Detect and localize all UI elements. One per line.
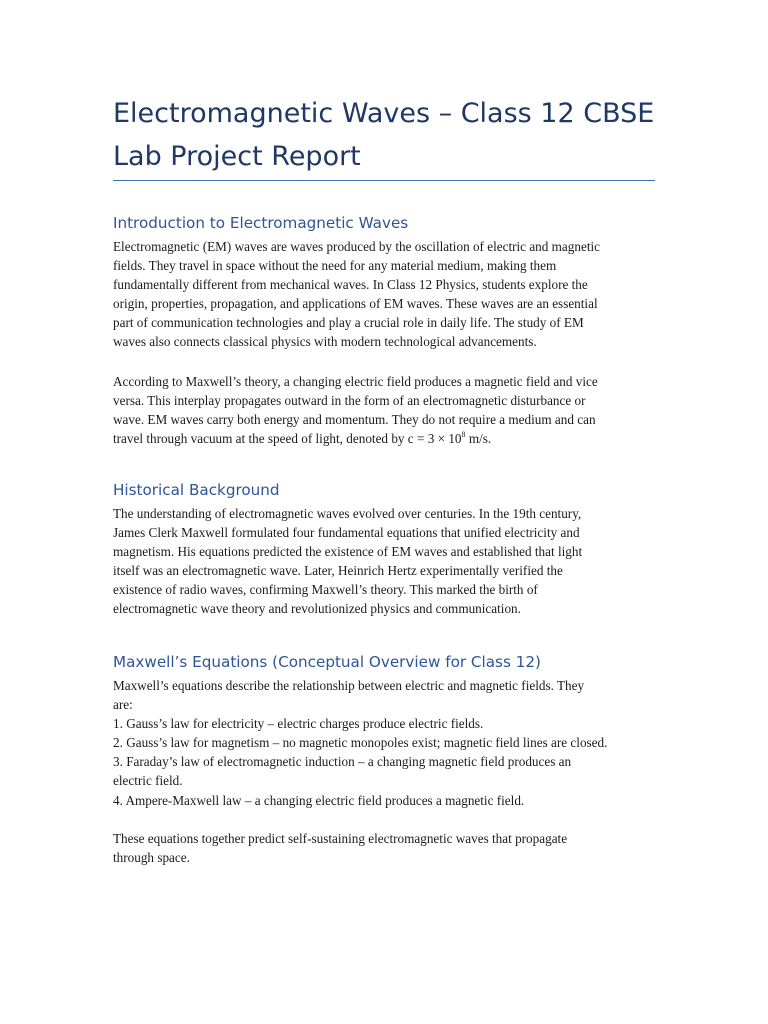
paragraph-historical-background bbox=[113, 504, 658, 619]
text-line: wave. EM waves carry both energy and momentum. They do not require a medium and can bbox=[113, 412, 596, 428]
paragraph-maxwells-equations-1 bbox=[113, 676, 658, 810]
paragraph-introduction-1 bbox=[113, 237, 658, 352]
text-line: waves also connects classical physics with modern technological advancements. bbox=[113, 334, 537, 350]
text-line: through space. bbox=[113, 850, 190, 866]
text-line: magnetism. His equations predicted the existence of EM waves and established that light bbox=[113, 544, 583, 560]
text-line: electromagnetic wave theory and revolutionized physics and communication. bbox=[113, 601, 521, 617]
text-line: Maxwell’s equations describe the relationship between electric and magnetic fields. They bbox=[113, 678, 585, 693]
speed-unit: m/s. bbox=[465, 431, 492, 447]
section-heading-historical-background: Historical Background bbox=[113, 481, 280, 499]
paragraph-maxwells-equations-2 bbox=[113, 829, 658, 867]
list-item-faraday: 3. Faraday’s law of electromagnetic induction – a changing magnetic field produces an bbox=[113, 754, 572, 770]
speed-of-light-line bbox=[113, 429, 658, 448]
text-line: existence of radio waves, confirming Maxwell’s theory. This marked the birth of bbox=[113, 582, 538, 598]
text-line: electric field. bbox=[113, 773, 183, 789]
text-line: itself was an electromagnetic wave. Later, Heinrich Hertz experimentally verified the bbox=[113, 563, 563, 579]
title-underline bbox=[113, 180, 655, 181]
section-heading-maxwells-equations: Maxwell’s Equations (Conceptual Overview for Class 12) bbox=[113, 653, 541, 671]
text-line: fields. They travel in space without the need for any material medium, making them bbox=[113, 258, 557, 274]
text-line: These equations together predict self-sustaining electromagnetic waves that propagate bbox=[113, 831, 568, 846]
text-line: origin, properties, propagation, and applications of EM waves. These waves are an essential bbox=[113, 296, 598, 312]
list-item-ampere-maxwell: 4. Ampere-Maxwell law – a changing electric field produces a magnetic field. bbox=[113, 792, 525, 808]
text-line: According to Maxwell’s theory, a changing electric field produces a magnetic field and vice bbox=[113, 374, 598, 389]
speed-exponent: 8 bbox=[461, 429, 466, 439]
text-line: The understanding of electromagnetic waves evolved over centuries. In the 19th century, bbox=[113, 506, 582, 521]
list-item-gauss-magnetism: 2. Gauss’s law for magnetism – no magnetic monopoles exist; magnetic field lines are closed. bbox=[113, 735, 608, 751]
section-heading-introduction: Introduction to Electromagnetic Waves bbox=[113, 214, 409, 232]
text-line: James Clerk Maxwell formulated four fundamental equations that unified electricity and bbox=[113, 525, 580, 541]
list-item-gauss-electricity: 1. Gauss’s law for electricity – electric charges produce electric fields. bbox=[113, 716, 484, 732]
text-line: are: bbox=[113, 697, 133, 713]
paragraph-introduction-2 bbox=[113, 372, 658, 448]
text-line: Electromagnetic (EM) waves are waves produced by the oscillation of electric and magnetic bbox=[113, 239, 601, 254]
title-line: Lab Project Report bbox=[113, 141, 361, 172]
document-title bbox=[113, 92, 673, 178]
text-line: fundamentally different from mechanical waves. In Class 12 Physics, students explore the bbox=[113, 277, 588, 293]
speed-text: travel through vacuum at the speed of light, denoted by c = 3 × 10 bbox=[113, 431, 462, 447]
text-line: part of communication technologies and play a crucial role in daily life. The study of EM bbox=[113, 315, 584, 331]
title-line: Electromagnetic Waves – Class 12 CBSE bbox=[113, 98, 655, 129]
text-line: versa. This interplay propagates outward in the form of an electromagnetic disturbance or bbox=[113, 393, 586, 409]
